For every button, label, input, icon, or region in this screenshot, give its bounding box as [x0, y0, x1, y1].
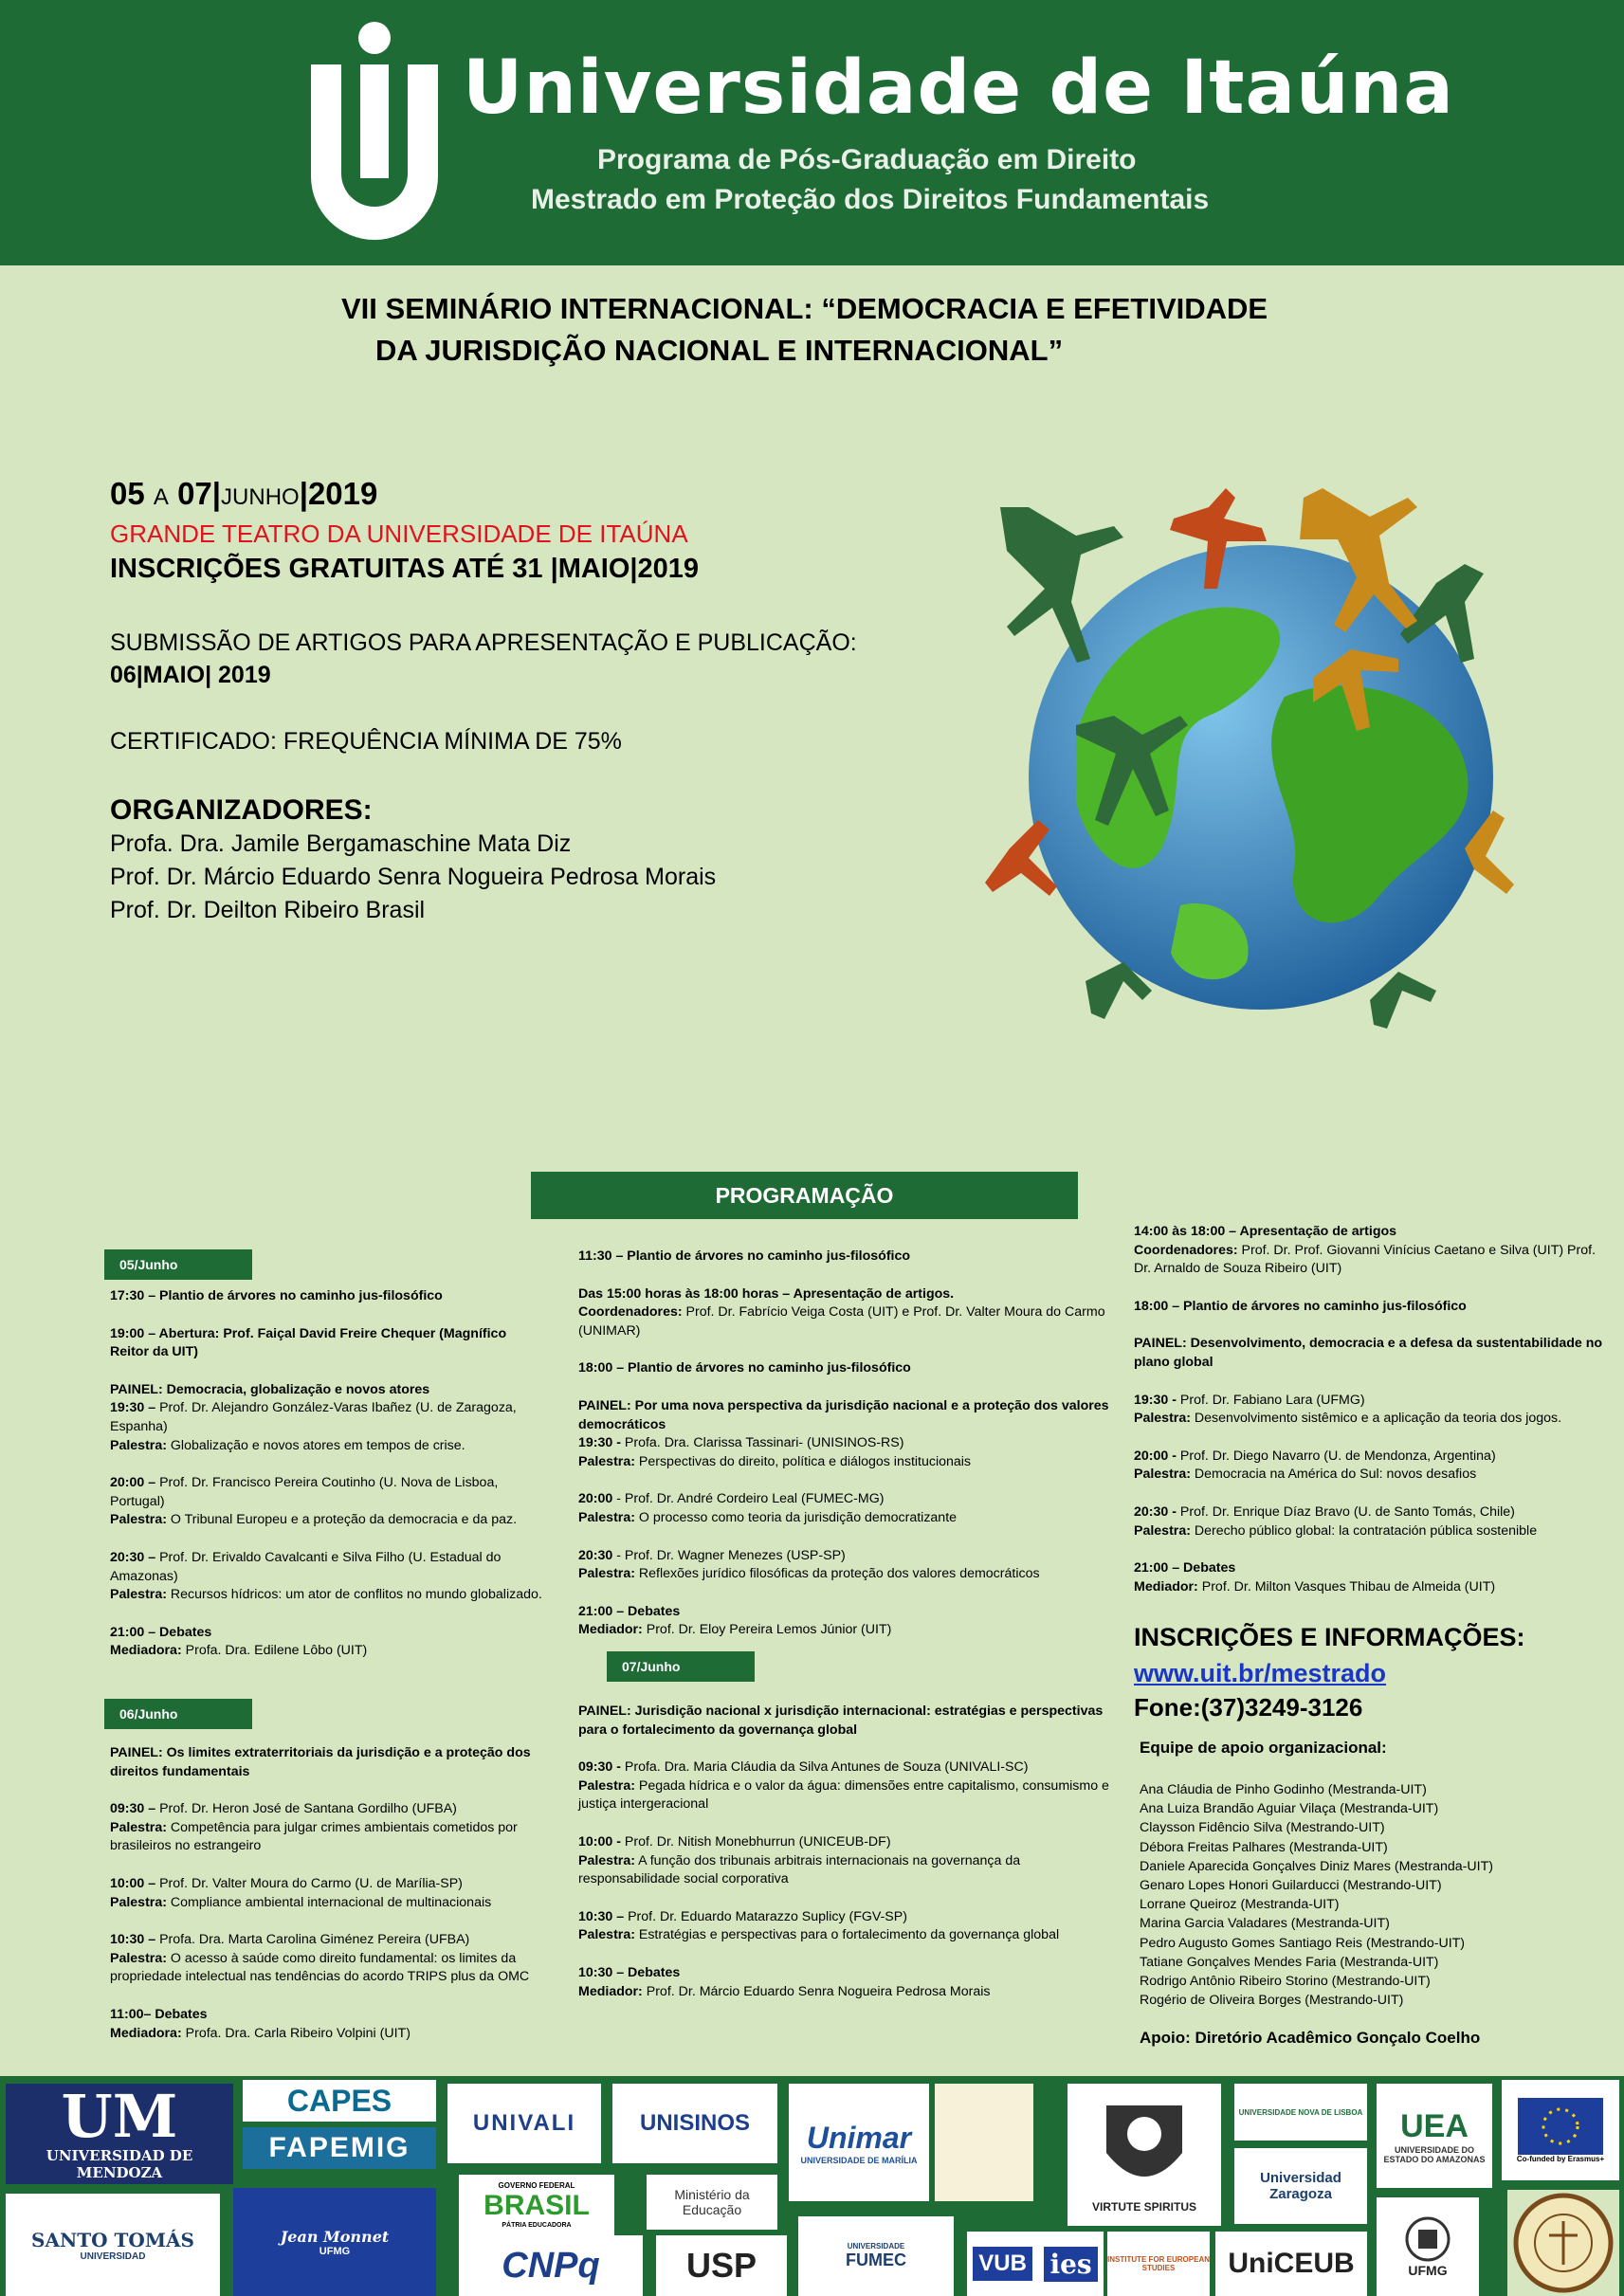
- schedule-item: 20:00 - Prof. Dr. Diego Navarro (U. de Mendonza, Argentina) Palestra: Democracia na América do Sul: novos desafios: [1134, 1448, 1496, 1483]
- list-item: Ana Cláudia de Pinho Godinho (Mestranda-UIT): [1140, 1782, 1427, 1797]
- logo-universidad-mendoza: UM UNIVERSIDAD DE MENDOZA: [6, 2084, 233, 2184]
- list-item: Genaro Lopes Honori Guilarducci (Mestrando-UIT): [1140, 1878, 1442, 1894]
- schedule-item: 10:30 – Prof. Dr. Eduardo Matarazzo Suplicy (FGV-SP) Palestra: Estratégias e perspectivas para o fortalecimento da governança global: [578, 1908, 1060, 1943]
- support-team-heading: Equipe de apoio organizacional:: [1140, 1739, 1387, 1757]
- schedule-item: 11:00– Debates Mediadora: Profa. Dra. Carla Ribeiro Volpini (UIT): [110, 2006, 411, 2041]
- event-dates: 05 A 07|JUNHO|2019: [110, 476, 378, 511]
- logo-uniceub: UniCEUB: [1215, 2232, 1367, 2296]
- logo-univali: UNIVALI: [447, 2084, 601, 2163]
- logo-nova-lisboa: UNIVERSIDADE NOVA DE LISBOA: [1234, 2084, 1367, 2141]
- list-item: Claysson Fidêncio Silva (Mestrando-UIT): [1140, 1820, 1385, 1836]
- schedule-item: PAINEL: Jurisdição nacional x jurisdição internacional: estratégias e perspectivas para o fortalecimento da governança global: [578, 1704, 1104, 1738]
- list-item: Lorrane Queiroz (Mestranda-UIT): [1140, 1897, 1340, 1913]
- schedule-item: 09:30 - Profa. Dra. Maria Cláudia da Silva Antunes de Souza (UNIVALI-SC) Palestra: Pegada hídrica e o valor da água: dimensões entre capitalismo, consumismo e justiça intergeracional: [578, 1759, 1109, 1813]
- logo-governo-brasil: GOVERNO FEDERAL BRASIL PÁTRIA EDUCADORA: [459, 2175, 614, 2235]
- registration-deadline: INSCRIÇÕES GRATUITAS ATÉ 31 |MAIO|2019: [110, 554, 700, 584]
- schedule-item: 20:30 – Prof. Dr. Erivaldo Cavalcanti e Silva Filho (U. Estadual do Amazonas) Palestra: Recursos hídricos: um ator de conflitos no mundo globalizado.: [110, 1549, 542, 1603]
- schedule-item: 10:30 – Profa. Dra. Marta Carolina Giménez Pereira (UFBA) Palestra: O acesso à saúde como direito fundamental: os limites da propriedade intelectual nas tendências do acordo TRIPS plus da OMC: [110, 1932, 530, 1985]
- contact-phone: Fone:(37)3249-3126: [1134, 1693, 1363, 1722]
- logo-jean-monnet: Jean Monnet UFMG: [233, 2188, 436, 2296]
- schedule-item: 19:00 – Abertura: Prof. Faiçal David Freire Chequer (Magnífico Reitor da UIT): [110, 1325, 507, 1360]
- schedule-item: 17:30 – Plantio de árvores no caminho jus-filosófico: [110, 1288, 443, 1303]
- header-banner: [0, 0, 1624, 265]
- list-item: Rodrigo Antônio Ribeiro Storino (Mestrando-UIT): [1140, 1974, 1431, 1990]
- logo-institute-european-studies: INSTITUTE FOR EUROPEAN STUDIES: [1107, 2232, 1210, 2296]
- logo-unimar: Unimar UNIVERSIDADE DE MARÍLIA: [789, 2084, 929, 2201]
- logo-capes: CAPES: [243, 2080, 436, 2122]
- schedule-item: 09:30 – Prof. Dr. Heron José de Santana Gordilho (UFBA) Palestra: Competência para julgar crimes ambientais cometidos por brasileiros no estrangeiro: [110, 1801, 518, 1854]
- list-item: Pedro Augusto Gomes Santiago Reis (Mestrando-UIT): [1140, 1935, 1466, 1951]
- organizer-3: Prof. Dr. Deilton Ribeiro Brasil: [110, 897, 426, 923]
- logo-universidad-zaragoza: Universidad Zaragoza: [1234, 2148, 1367, 2224]
- ufmg-seal-icon: [1404, 2215, 1451, 2263]
- schedule-item: PAINEL: Desenvolvimento, democracia e a defesa da sustentabilidade no plano global: [1134, 1336, 1603, 1370]
- schedule-item: PAINEL: Por uma nova perspectiva da jurisdição nacional e a proteção dos valores democráticos 19:30 - Profa. Dra. Clarissa Tassinari- (UNISINOS-RS) Palestra: Perspectivas do direito, política e diálogos institucionais: [578, 1397, 1109, 1469]
- organizer-1: Profa. Dra. Jamile Bergamaschine Mata Diz: [110, 830, 572, 857]
- schedule-item: 11:30 – Plantio de árvores no caminho jus-filosófico: [578, 1248, 911, 1264]
- day-tab-07-junho: 07/Junho: [607, 1651, 755, 1682]
- list-item: Ana Luiza Brandão Aguiar Vilaça (Mestranda-UIT): [1140, 1801, 1439, 1817]
- list-item: Daniele Aparecida Gonçalves Diniz Mares (Mestranda-UIT): [1140, 1858, 1493, 1874]
- logo-unisinos: UNISINOS: [612, 2084, 777, 2163]
- schedule-item: Das 15:00 horas às 18:00 horas – Apresentação de artigos. Coordenadores: Prof. Dr. Fabrício Veiga Costa (UIT) e Prof. Dr. Valter Moura do Carmo (UNIMAR): [578, 1285, 1105, 1339]
- university-name: Universidade de Itaúna: [463, 46, 1454, 131]
- schedule-item: 18:00 – Plantio de árvores no caminho jus-filosófico: [1134, 1298, 1467, 1314]
- day-tab-06-junho: 06/Junho: [104, 1699, 252, 1729]
- schedule-item: 19:30 – Prof. Dr. Alejandro González-Varas Ibañez (U. de Zaragoza, Espanha) Palestra: Globalização e novos atores em tempos de crise.: [110, 1400, 517, 1453]
- schedule-day2-afternoon: [578, 1248, 1109, 1659]
- schedule-item: 19:30 - Prof. Dr. Fabiano Lara (UFMG) Palestra: Desenvolvimento sistêmico e a aplicação da teoria dos jogos.: [1134, 1392, 1562, 1427]
- contact-heading: INSCRIÇÕES E INFORMAÇÕES:: [1134, 1623, 1525, 1651]
- logo-ufmg: UFMG: [1377, 2197, 1479, 2296]
- logo-uea: UEA UNIVERSIDADE DO ESTADO DO AMAZONAS: [1377, 2084, 1492, 2188]
- programacao-header: PROGRAMAÇÃO: [531, 1172, 1078, 1219]
- list-item: Rogério de Oliveira Borges (Mestrando-UIT): [1140, 1993, 1404, 2009]
- logo-cnpq: CNPq: [459, 2235, 643, 2296]
- website-link[interactable]: www.uit.br/mestrado: [1134, 1659, 1387, 1687]
- event-venue: GRANDE TEATRO DA UNIVERSIDADE DE ITAÚNA: [110, 519, 688, 548]
- schedule-item: 21:00 – Debates Mediador: Prof. Dr. Milton Vasques Thibau de Almeida (UIT): [1134, 1560, 1496, 1594]
- schedule-item: 20:00 – Prof. Dr. Francisco Pereira Coutinho (U. Nova de Lisboa, Portugal) Palestra: O Tribunal Europeu e a proteção da democracia e da paz.: [110, 1475, 518, 1528]
- logo-virtute-spiritus: VIRTUTE SPIRITUS: [1067, 2084, 1221, 2226]
- schedule-item: 14:00 às 18:00 – Apresentação de artigos Coordenadores: Prof. Dr. Prof. Giovanni Vinícius Caetano e Silva (UIT) Prof. Dr. Arnaldo de Souza Ribeiro (UIT): [1134, 1224, 1597, 1277]
- schedule-day3-morning: [578, 1703, 1109, 2020]
- schedule-day3-afternoon: [1134, 1223, 1608, 1615]
- crest-icon: [1087, 2096, 1201, 2200]
- support-credit: Apoio: Diretório Acadêmico Gonçalo Coelho: [1140, 2029, 1481, 2047]
- certificate-info: CERTIFICADO: FREQUÊNCIA MÍNIMA DE 75%: [110, 728, 622, 755]
- list-item: Débora Freitas Palhares (Mestranda-UIT): [1140, 1839, 1388, 1855]
- schedule-item: 20:00 - Prof. Dr. André Cordeiro Leal (FUMEC-MG) Palestra: O processo como teoria da jurisdição democratizante: [578, 1491, 958, 1525]
- globe-people-illustration: [972, 450, 1541, 1066]
- organizers-heading: ORGANIZADORES:: [110, 794, 373, 826]
- schedule-item: 10:00 - Prof. Dr. Nitish Monebhurrun (UNICEUB-DF) Palestra: A função dos tribunais arbitrais internacionais na governança da responsabilidade social corporativa: [578, 1833, 1021, 1887]
- logo-fapemig: FAPEMIG: [243, 2127, 436, 2169]
- schedule-item: 10:00 – Prof. Dr. Valter Moura do Carmo (U. de Marília-SP) Palestra: Compliance ambiental internacional de multinacionais: [110, 1875, 492, 1910]
- schedule-item: PAINEL: Democracia, globalização e novos atores: [110, 1381, 430, 1397]
- logo-fumec: UNIVERSIDADE FUMEC: [798, 2216, 954, 2296]
- list-item: Tatiane Gonçalves Mendes Faria (Mestranda-UIT): [1140, 1954, 1439, 1970]
- support-team-list: [1140, 1780, 1493, 2010]
- logo-institute-europe: [935, 2084, 1033, 2201]
- logo-vub-ies: VUB ies: [967, 2232, 1104, 2296]
- seminar-title-line2: DA JURISDIÇÃO NACIONAL E INTERNACIONAL”: [375, 334, 1064, 367]
- schedule-item: 20:30 - Prof. Dr. Enrique Díaz Bravo (U. de Santo Tomás, Chile) Palestra: Derecho público global: la contratación pública sostenible: [1134, 1503, 1538, 1539]
- masters-name: Mestrado em Proteção dos Direitos Fundamentais: [531, 184, 1210, 215]
- logo-ministerio-educacao: Ministério da Educação: [647, 2175, 777, 2230]
- schedule-day1: [110, 1287, 546, 1680]
- logo-erasmus: Co-funded by Erasmus+: [1502, 2080, 1619, 2180]
- program-name: Programa de Pós-Graduação em Direito: [597, 144, 1137, 175]
- submission-date: 06|MAIO| 2019: [110, 662, 271, 688]
- schedule-item: 10:30 – Debates Mediador: Prof. Dr. Márcio Eduardo Senra Nogueira Pedrosa Morais: [578, 1964, 991, 1999]
- schedule-day2-morning: [110, 1744, 575, 2062]
- logo-usp: USP: [656, 2235, 787, 2296]
- university-logo-icon: [303, 17, 446, 245]
- logo-santo-tomas: SANTO TOMÁS UNIVERSIDAD: [6, 2194, 220, 2296]
- seminar-title-line1: VII SEMINÁRIO INTERNACIONAL: “DEMOCRACIA E EFETIVIDADE: [341, 292, 1268, 325]
- schedule-item: 21:00 – Debates Mediadora: Profa. Dra. Edilene Lôbo (UIT): [110, 1624, 368, 1659]
- organizer-2: Prof. Dr. Márcio Eduardo Senra Nogueira Pedrosa Morais: [110, 864, 717, 890]
- eu-flag-icon: [1518, 2098, 1603, 2155]
- schedule-item: 20:30 - Prof. Dr. Wagner Menezes (USP-SP) Palestra: Reflexões jurídico filosóficas da proteção dos valores democráticos: [578, 1547, 1040, 1582]
- sponsor-logo-strip: [0, 2076, 1624, 2296]
- list-item: Marina Garcia Valadares (Mestranda-UIT): [1140, 1916, 1390, 1932]
- schedule-item: PAINEL: Os limites extraterritoriais da jurisdição e a proteção dos direitos fundamentais: [110, 1745, 531, 1779]
- day-tab-05-junho: 05/Junho: [104, 1249, 252, 1280]
- academic-seal-icon: [1513, 2193, 1614, 2293]
- schedule-item: 21:00 – Debates Mediador: Prof. Dr. Eloy Pereira Lemos Júnior (UIT): [578, 1603, 892, 1638]
- logo-diretorio-academico: [1507, 2190, 1619, 2296]
- submission-label: SUBMISSÃO DE ARTIGOS PARA APRESENTAÇÃO E PUBLICAÇÃO:: [110, 629, 857, 656]
- schedule-item: 18:00 – Plantio de árvores no caminho jus-filosófico: [578, 1360, 911, 1376]
